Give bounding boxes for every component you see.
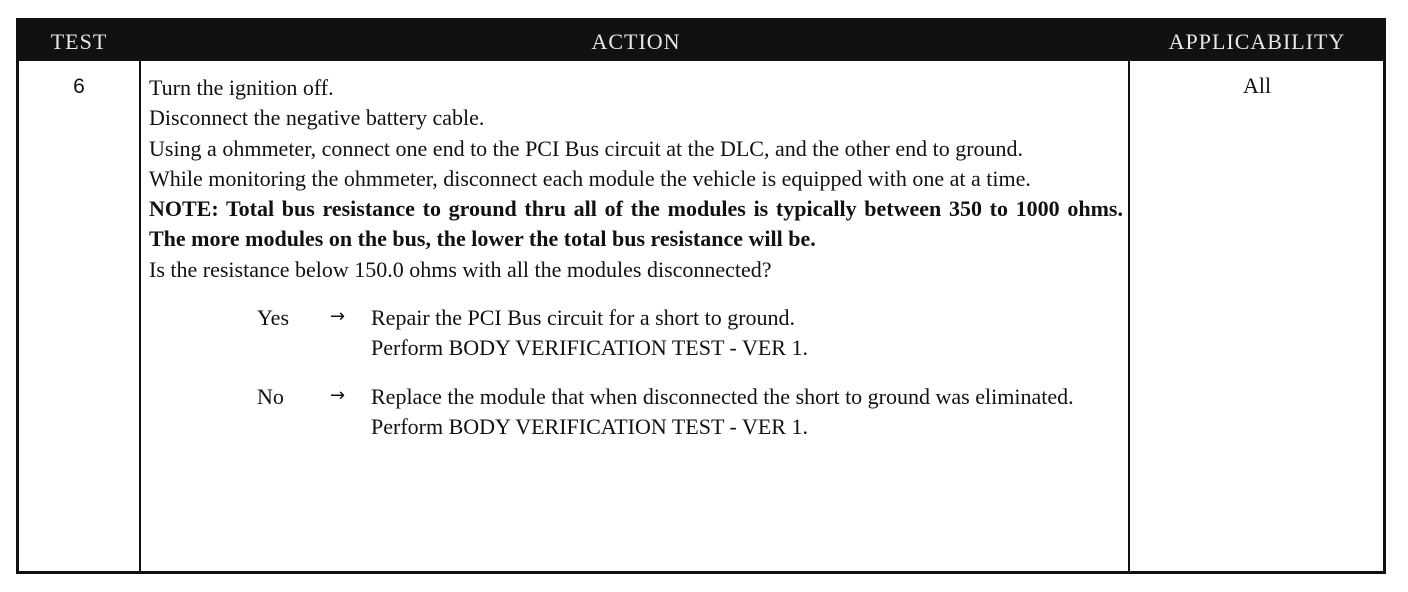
result-yes-line-1: Repair the PCI Bus circuit for a short to ground.: [371, 305, 796, 331]
result-no-line-1: Replace the module that when disconnected the short to ground was eliminated.: [371, 384, 1074, 410]
result-yes-body: [371, 303, 1123, 364]
applicability-value: All: [1242, 73, 1272, 98]
header-applicability: APPLICABILITY: [1168, 29, 1346, 54]
note-text: NOTE: Total bus resistance to ground thru all of the modules is typically between 350 to 1000 ohms. The more modules on the bus, the lower the total bus resistance will be.: [149, 196, 1123, 252]
right-arrow-icon: →: [330, 385, 346, 407]
step-disconnect-battery: Disconnect the negative battery cable.: [149, 105, 485, 131]
result-no-body: [371, 382, 1123, 443]
header-test: TEST: [50, 29, 108, 54]
step-turn-ignition-off: Turn the ignition off.: [149, 75, 334, 100]
result-yes-line-2: Perform BODY VERIFICATION TEST - VER 1.: [371, 335, 808, 361]
column-divider-test: [139, 61, 141, 571]
right-arrow-icon: →: [330, 306, 346, 328]
action-cell: [149, 73, 1123, 473]
header-action: ACTION: [591, 29, 681, 54]
table-header: [19, 21, 1383, 61]
result-no-label: No: [257, 384, 284, 410]
step-connect-ohmmeter: Using a ohmmeter, connect one end to the PCI Bus circuit at the DLC, and the other end to ground.: [149, 135, 1024, 161]
result-yes: [149, 303, 1123, 363]
result-yes-label: Yes: [257, 305, 290, 331]
result-no: [149, 382, 1123, 473]
diagnostic-test-table: [16, 18, 1386, 574]
test-number: 6: [73, 75, 85, 98]
question-text: Is the resistance below 150.0 ohms with all the modules disconnected?: [149, 256, 772, 282]
step-disconnect-modules: While monitoring the ohmmeter, disconnect each module the vehicle is equipped with one at a time.: [149, 165, 1031, 191]
column-divider-applicability: [1128, 61, 1130, 571]
result-no-line-2: Perform BODY VERIFICATION TEST - VER 1.: [371, 414, 808, 440]
